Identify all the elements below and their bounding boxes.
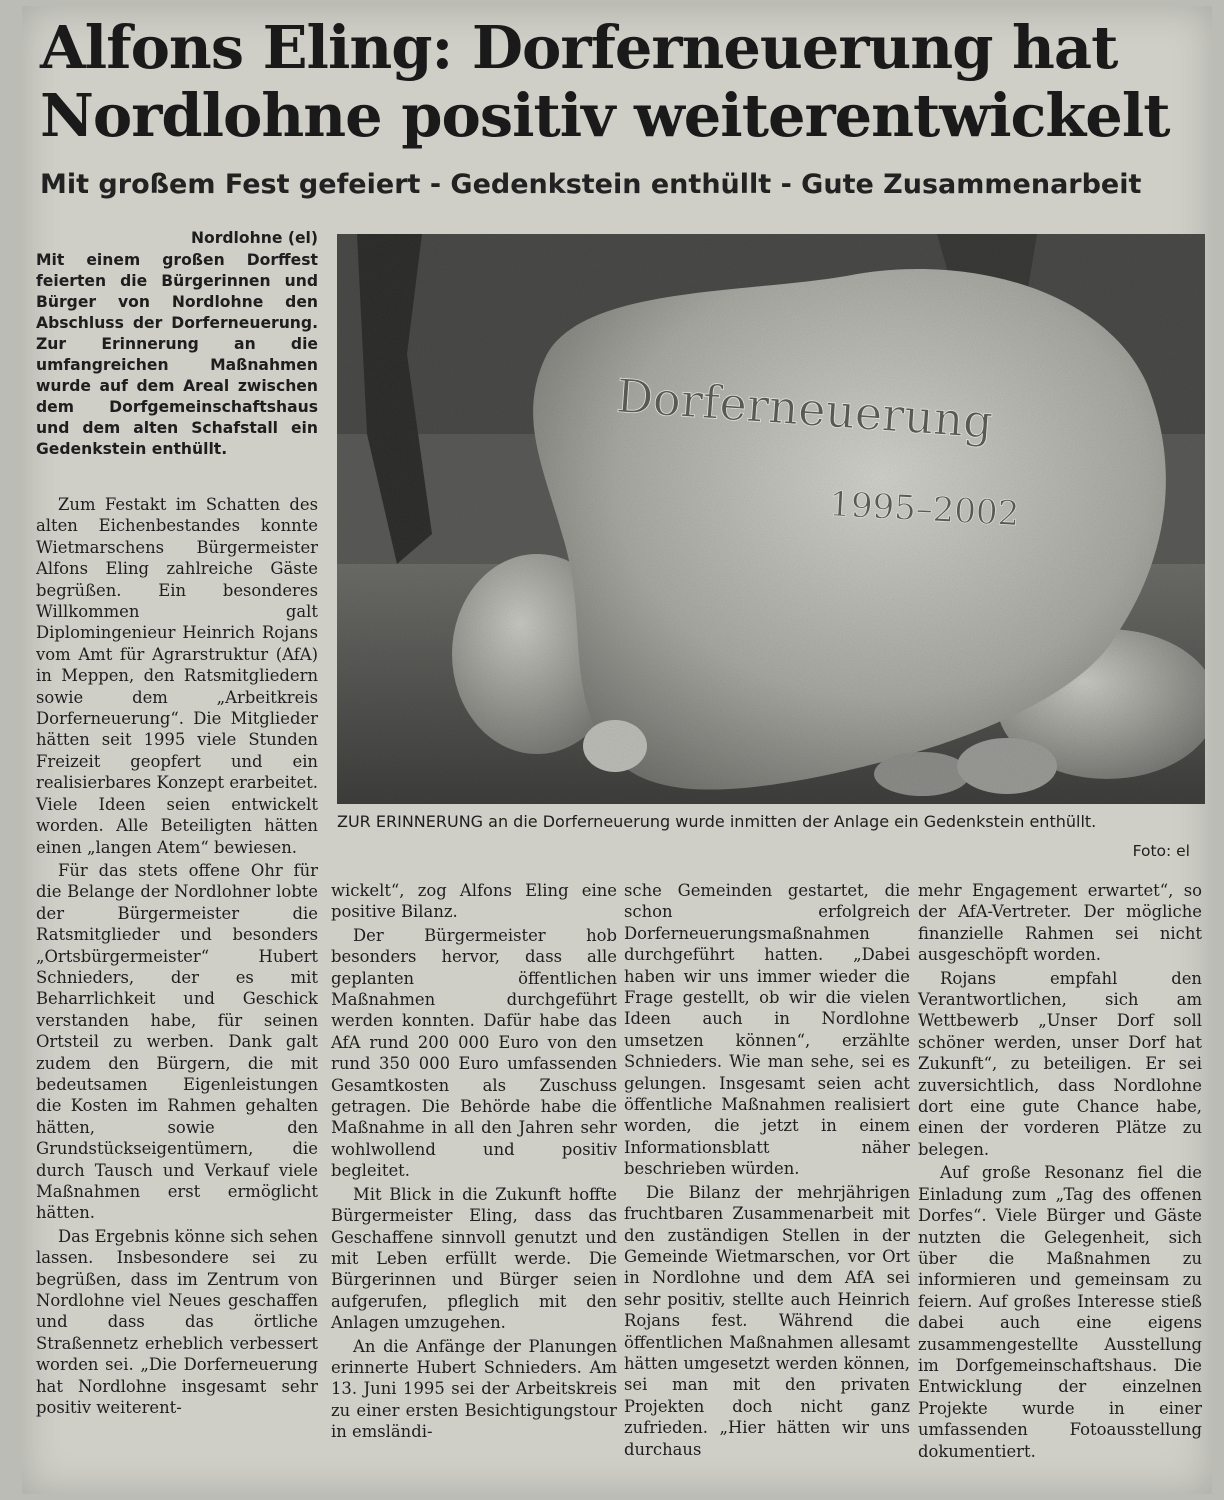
dateline: Nordlohne (el) [190, 229, 318, 247]
column-paragraph: Die Bilanz der mehrjährigen fruchtbaren Zusammenarbeit mit den zuständigen Stellen in der Gemeinde Wietmarschen, vor Ort in Nordlohne und dem AfA sei sehr positiv, stellte auch Heinrich Rojans fest. Während die öffentlichen Maßnahmen allesamt hätten umgesetzt werden können, sei man mit den privaten Projekten doch nicht ganz zufrieden. „Hier hätten wir uns durchaus [624, 1182, 910, 1459]
caption-lead: ZUR ERINNERUNG [337, 812, 484, 831]
column-paragraph: sche Gemeinden gestartet, die schon erfolgreich Dorferneuerungsmaßnahmen durchgeführt hatten. „Dabei haben wir uns immer wieder die Frage gestellt, ob wir die vielen Ideen auch in Nordlohne umsetzen können“, erzählte Schnieders. Wie man sehe, sei es gelungen. Insgesamt seien acht öffentliche Maßnahmen realisiert worden, die jetzt in einem Informationsblatt näher beschrieben würden. [624, 881, 910, 1179]
photo-credit: Foto: el [1132, 842, 1190, 860]
memorial-stone-photo [337, 234, 1205, 804]
column-paragraph: Zum Festakt im Schatten des alten Eichenbestandes konnte Wietmarschens Bürgermeister Alfons Eling zahlreiche Gäste begrüßen. Ein besonderes Willkommen galt Diplomingenieur Heinrich Rojans vom Amt für Agrarstruktur (AfA) in Meppen, den Ratsmitgliedern sowie dem „Arbeitkreis Dorferneuerung“. Die Mitglieder hätten seit 1995 viele Stunden Freizeit geopfert und ein realisierbares Konzept erarbeitet. Viele Ideen seien entwickelt worden. Alle Beteiligten hätten einen „langen Atem“ bewiesen. [36, 495, 318, 857]
column-paragraph: Das Ergebnis könne sich sehen lassen. Insbesondere sei zu begrüßen, dass im Zentrum von Nordlohne viel Neues geschaffen und dass das örtliche Straßennetz erheblich verbessert worden sei. „Die Dorferneuerung hat Nordlohne insgesamt sehr positiv weiterent- [36, 1226, 318, 1418]
stone-years-engraving: 1995–2002 [828, 484, 1021, 535]
article-column-3 [624, 880, 910, 1460]
column-paragraph: Auf große Resonanz fiel die Einladung zum „Tag des offenen Dorfes“. Viele Bürger und Gäste nutzten die Gelegenheit, sich über die Maßnahmen zu informieren und gemeinsam zu feiern. Auf großes Interesse stieß dabei auch eine eigens zusammengestellte Ausstellung im Dorfgemeinschaftshaus. Die Entwicklung der einzelnen Projekte wurde in einer umfassenden Fotoausstellung dokumentiert. [918, 1163, 1202, 1461]
lead-paragraph [36, 228, 318, 460]
article-column-2 [331, 880, 617, 1443]
memorial-stone-image [337, 234, 1205, 804]
lead-text: Mit einem großen Dorffest feierten die Bürgerinnen und Bürger von Nordlohne den Abschluss der Dorferneuerung. Zur Erinnerung an die umfangreichen Maßnahmen wurde auf dem Areal zwischen dem Dorfgemeinschaftshaus und dem alten Schafstall ein Gedenkstein enthüllt. [36, 251, 318, 458]
photo-caption [337, 812, 1205, 832]
column-paragraph: wickelt“, zog Alfons Eling eine positive Bilanz. [331, 881, 617, 922]
column-paragraph: Mit Blick in die Zukunft hoffte Bürgermeister Eling, dass das Geschaffene sinnvoll genutzt und mit Leben erfüllt werde. Die Bürgerinnen und Bürger seien aufgerufen, pfleglich mit den Anlagen umzugehen. [331, 1184, 617, 1333]
column-paragraph: Für das stets offene Ohr für die Belange der Nordlohner lobte der Bürgermeister die Ratsmitglieder und besonders „Ortsbürgermeister“ Hubert Schnieders, der es mit Beharrlichkeit und Geschick verstanden habe, für seinen Ortsteil zu werben. Dank galt zudem den Bürgern, die mit bedeutsamen Eigenleistungen die Kosten im Rahmen gehalten hätten, sowie den Grundstückseigentümern, die durch Tausch und Verkauf viele Maßnahmen erst ermöglicht hätten. [36, 860, 318, 1223]
column-paragraph: Rojans empfahl den Verantwortlichen, sich am Wettbewerb „Unser Dorf soll schöner werden, unser Dorf hat Zukunft“, zu beteiligen. Er sei zuversichtlich, dass Nordlohne dort eine gute Chance habe, einen der vorderen Plätze zu belegen. [918, 968, 1202, 1159]
column-paragraph: Der Bürgermeister hob besonders hervor, dass alle geplanten öffentlichen Maßnahmen durchgeführt werden konnten. Dafür habe das AfA rund 200 000 Euro von den rund 350 000 Euro umfassenden Gesamtkosten als Zuschuss getragen. Die Behörde habe die Maßnahme in all den Jahren sehr wohlwollend und positiv begleitet. [331, 925, 617, 1181]
article-column-1 [36, 494, 318, 1418]
column-paragraph: mehr Engagement erwartet“, so der AfA-Vertreter. Der mögliche finanzielle Rahmen sei nicht ausgeschöpft worden. [918, 881, 1202, 965]
subheadline: Mit großem Fest gefeiert - Gedenkstein enthüllt - Gute Zusammenarbeit [40, 169, 1142, 200]
column-paragraph: An die Anfänge der Planungen erinnerte Hubert Schnieders. Am 13. Juni 1995 sei der Arbeitskreis zu einer ersten Besichtigungstour in emsländi- [331, 1336, 617, 1442]
headline: Alfons Eling: Dorferneuerung hat Nordlohne positiv weiterentwickelt [40, 13, 1170, 150]
caption-text: an die Dorferneuerung wurde inmitten der Anlage ein Gedenkstein enthüllt. [483, 812, 1097, 831]
stone-title-engraving: Dorferneuerung [614, 368, 995, 449]
article-column-4 [918, 880, 1202, 1462]
newspaper-clipping [22, 6, 1212, 1494]
